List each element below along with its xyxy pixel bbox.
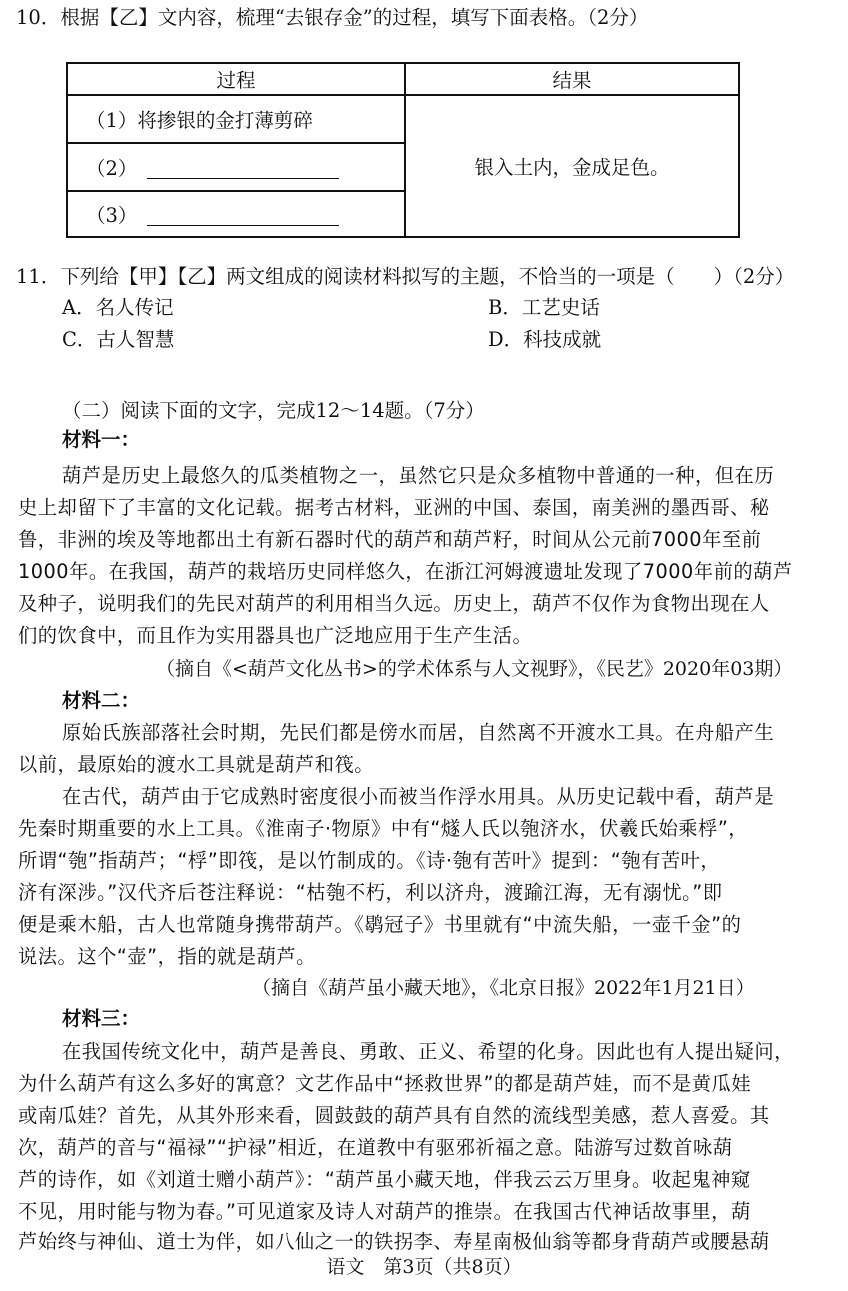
m3-line-7: 芦始终与神仙、道士为伴，如八仙之一的铁拐李、寿星南极仙翁等都身背葫芦或腰悬葫: [18, 1230, 770, 1253]
table-row-2: [67, 143, 405, 191]
answer-blank-3[interactable]: [147, 205, 339, 226]
m2-line-7: 便是乘木船，古人也常随身携带葫芦。《鹖冠子》书里就有“中流失船，一壶千金”的: [18, 913, 742, 936]
m2-line-6: 济有深涉。”汉代齐后苍注释说：“枯匏不朽，利以济舟，渡踰江海，无有溺忧。”即: [18, 881, 723, 904]
q11-option-d[interactable]: D．科技成就: [488, 328, 602, 351]
m3-line-3: 或南瓜娃？首先，从其外形来看，圆鼓鼓的葫芦具有自然的流线型美感，惹人喜爱。其: [18, 1104, 770, 1127]
m2-line-1: 原始氏族部落社会时期，先民们都是傍水而居，自然离不开渡水工具。在舟船产生: [62, 721, 775, 744]
q11-option-a[interactable]: A．名人传记: [62, 296, 174, 319]
m1-source: （摘自《<葫芦文化丛书>的学术体系与人文视野》，《民艺》2020年03期）: [156, 658, 793, 680]
q11-option-b[interactable]: B．工艺史话: [488, 296, 600, 319]
m2-line-5: 所谓“匏”指葫芦；“桴”即筏，是以竹制成的。《诗·匏有苦叶》提到：“匏有苦叶，: [18, 849, 721, 872]
q11-option-c[interactable]: C．古人智慧: [62, 328, 175, 351]
material-1-label: 材料一：: [62, 428, 141, 451]
table-row-1: （1）将掺银的金打薄剪碎: [67, 95, 405, 143]
m2-line-2: 以前，最原始的渡水工具就是葫芦和筏。: [18, 753, 375, 776]
table-row-3-label: （3）: [86, 204, 138, 227]
q10-table: [66, 62, 740, 238]
answer-blank-2[interactable]: [147, 158, 339, 179]
m3-line-2: 为什么葫芦有这么多好的寓意？文艺作品中“拯救世界”的都是葫芦娃，而不是黄瓜娃: [18, 1072, 752, 1095]
table-header-result: 结果: [405, 63, 739, 95]
section2-heading: （二）阅读下面的文字，完成12～14题。（7分）: [62, 399, 485, 422]
m3-line-4: 次，葫芦的音与“福禄”“护禄”相近，在道教中有驱邪祈福之意。陆游写过数首咏葫: [18, 1136, 733, 1159]
m1-line-3: 鲁，非洲的埃及等地都出土有新石器时代的葫芦和葫芦籽，时间从公元前7000年至前: [18, 528, 762, 551]
m3-line-5: 芦的诗作，如《刘道士赠小葫芦》：“葫芦虽小藏天地，伴我云云万里身。收起鬼神窥: [18, 1168, 751, 1191]
q10-stem: 10．根据【乙】文内容，梳理“去银存金”的过程，填写下面表格。（2分）: [16, 6, 649, 29]
q11-stem: 11．下列给【甲】【乙】两文组成的阅读材料拟写的主题，不恰当的一项是（ ）（2分）: [16, 265, 795, 288]
m1-line-1: 葫芦是历史上最悠久的瓜类植物之一，虽然它只是众多植物中普通的一种，但在历: [62, 464, 775, 487]
page-footer: 语文 第3页（共8页）: [326, 1256, 522, 1278]
m2-source: （摘自《葫芦虽小藏天地》，《北京日报》2022年1月21日）: [252, 977, 755, 999]
m1-line-4: 1000年。在我国，葫芦的栽培历史同样悠久，在浙江河姆渡遗址发现了7000年前的葫芦: [18, 560, 793, 583]
m2-line-3: 在古代，葫芦由于它成熟时密度很小而被当作浮水用具。从历史记载中看，葫芦是: [62, 785, 775, 808]
table-header-process: 过程: [67, 63, 405, 95]
table-row-2-label: （2）: [86, 157, 138, 180]
table-result-cell: 银入土内，金成足色。: [405, 95, 739, 237]
m1-line-5: 及种子，说明我们的先民对葫芦的利用相当久远。历史上，葫芦不仅作为食物出现在人: [18, 592, 770, 615]
m1-line-2: 史上却留下了丰富的文化记载。据考古材料，亚洲的中国、泰国，南美洲的墨西哥、秘: [18, 496, 770, 519]
table-row-3: [67, 191, 405, 237]
m1-line-6: 们的饮食中，而且作为实用器具也广泛地应用于生产生活。: [18, 624, 533, 647]
material-2-label: 材料二：: [62, 689, 141, 712]
m3-line-6: 不见，用时能与物为春。”可见道家及诗人对葫芦的推崇。在我国古代神话故事里，葫: [18, 1200, 751, 1223]
m3-line-1: 在我国传统文化中，葫芦是善良、勇敢、正义、希望的化身。因此也有人提出疑问，: [62, 1040, 794, 1063]
m2-line-8: 说法。这个“壶”，指的就是葫芦。: [18, 945, 316, 968]
m2-line-4: 先秦时期重要的水上工具。《淮南子·物原》中有“燧人氏以匏济水，伏羲氏始乘桴”，: [18, 817, 749, 840]
material-3-label: 材料三：: [62, 1007, 141, 1030]
